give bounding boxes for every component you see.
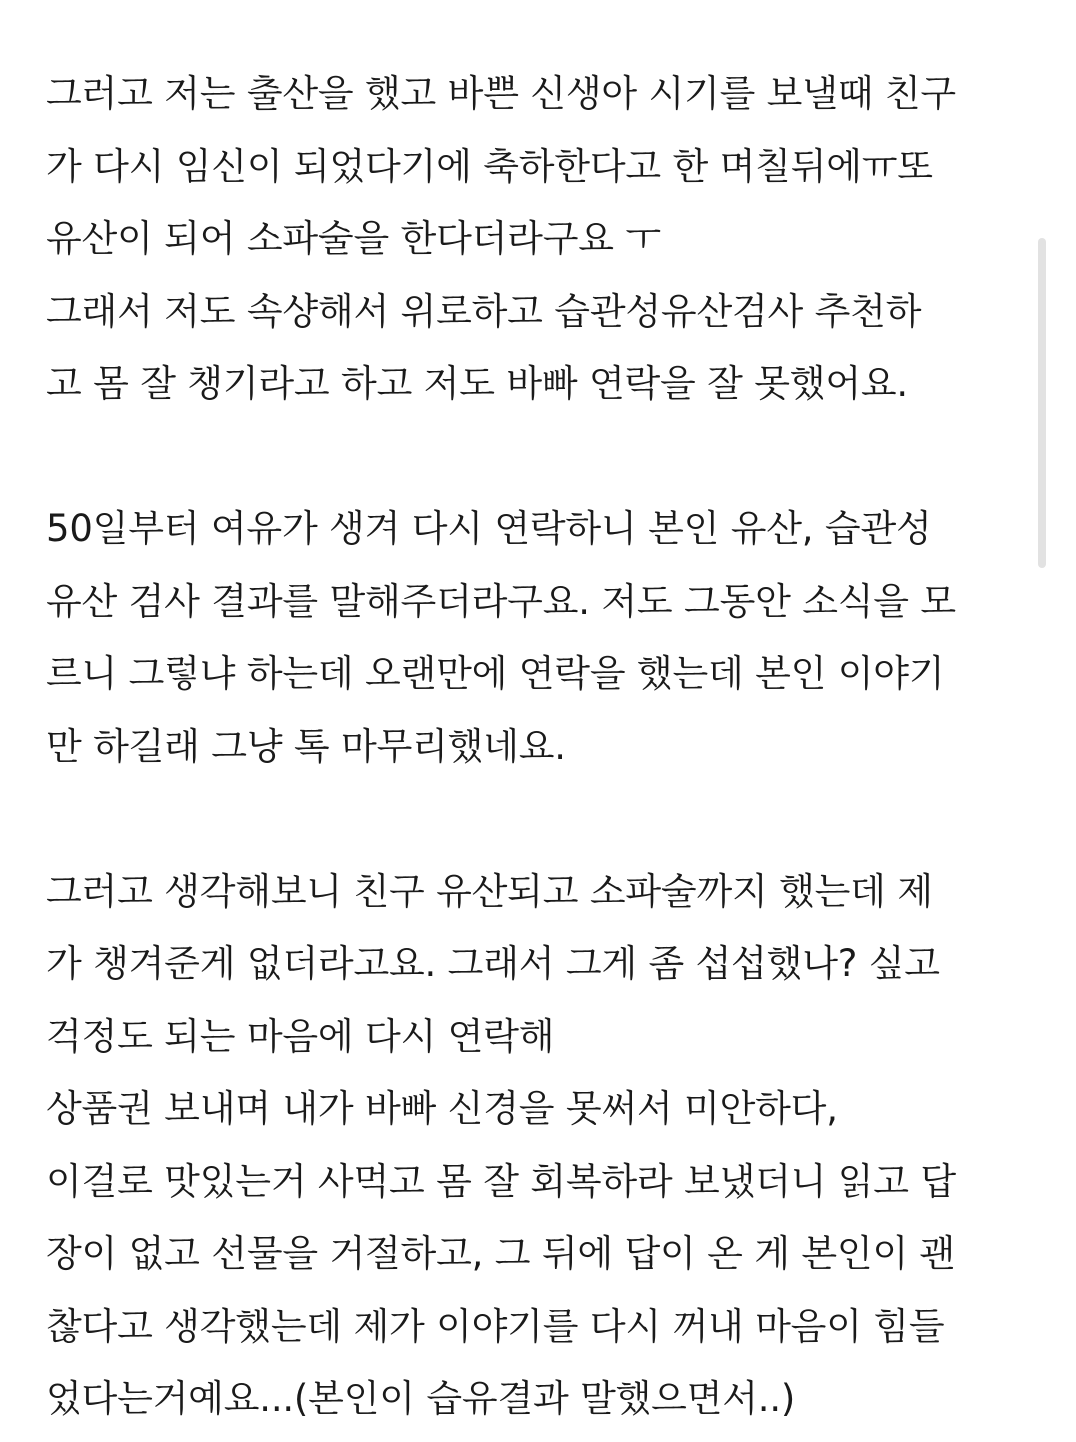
text-line: 그러고 생각해보니 친구 유산되고 소파술까지 했는데 제	[46, 869, 933, 913]
text-line: 장이 없고 선물을 거절하고, 그 뒤에 답이 온 게 본인이 괜	[46, 1232, 956, 1275]
text-line: 가 챙겨준게 없더라고요. 그래서 그게 좀 섭섭했나? 싶고	[46, 942, 940, 985]
blank-line	[46, 789, 1036, 862]
text-line: 이걸로 맛있는거 사먹고 몸 잘 회복하라 보냈더니 읽고 답	[46, 1159, 956, 1203]
blank-line	[46, 427, 1036, 500]
text-line: 유산이 되어 소파술을 한다더라구요 ㅜ	[46, 217, 661, 260]
text-line: 었다는거예요...(본인이 습유결과 말했으면서..)	[46, 1377, 796, 1420]
text-line: 고 몸 잘 챙기라고 하고 저도 바빠 연락을 잘 못했어요.	[46, 362, 908, 405]
scrollbar[interactable]	[1038, 238, 1046, 568]
text-line: 찮다고 생각했는데 제가 이야기를 다시 꺼내 마음이 힘들	[46, 1304, 945, 1348]
text-line: 상품권 보내며 내가 바빠 신경을 못써서 미안하다,	[46, 1087, 838, 1130]
text-line: 가 다시 임신이 되었다기에 축하한다고 한 며칠뒤에ㅠ또	[46, 144, 933, 188]
text-line: 50일부터 여유가 생겨 다시 연락하니 본인 유산, 습관성	[46, 507, 932, 550]
text-line: 그러고 저는 출산을 했고 바쁜 신생아 시기를 보낼때 친구	[46, 72, 956, 115]
text-line: 만 하길래 그냥 톡 마무리했네요.	[46, 724, 566, 768]
text-line: 유산 검사 결과를 말해주더라구요. 저도 그동안 소식을 모	[46, 579, 956, 623]
text-line: 그래서 저도 속샹해서 위로하고 습관성유산검사 추천하	[46, 289, 922, 333]
post-body	[46, 64, 1036, 1442]
text-line: 르니 그렇냐 하는데 오랜만에 연락을 했는데 본인 이야기	[46, 652, 945, 695]
text-line: 걱정도 되는 마음에 다시 연락해	[46, 1014, 555, 1058]
